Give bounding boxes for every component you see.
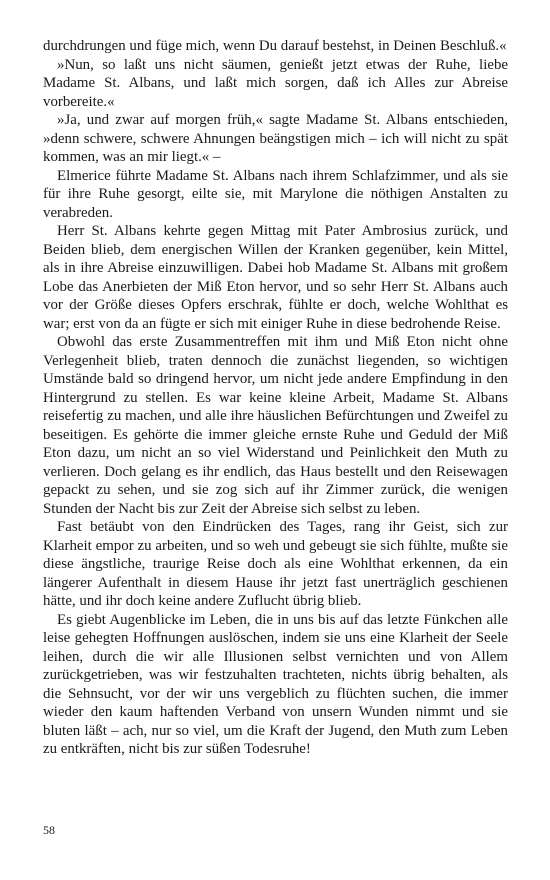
paragraph: Elmerice führte Madame St. Albans nach ihrem Schlafzimmer, und als sie für ihre Ruhe gesorgt, eilte sie, mit Marylone die nöthigen Anstalten zu verabreden. bbox=[43, 167, 508, 221]
page-body-text bbox=[43, 37, 508, 759]
paragraph: durchdrungen und füge mich, wenn Du darauf bestehst, in Deinen Beschluß.« bbox=[43, 38, 507, 54]
page-number: 58 bbox=[43, 823, 55, 837]
paragraph: Es giebt Augenblicke im Leben, die in uns bis auf das letzte Fünkchen alle leise gehegten Hoffnungen auslöschen, indem sie uns eine Klarheit der Seele leihen, durch die wir alle Illusionen selbst vernichten und von Allem zurückgetrieben, was wir festzuhalten trachteten, nichts übrig behalten, als die Sehnsucht, vor der wir uns vergeblich zu flüchten suchen, die immer wieder den kaum haftenden Verband von unsern Wunden nimmt und sie bluten läßt – ach, nur so viel, um die Kraft der Jugend, den Muth zum Leben zu entkräften, nicht bis zur süßen Todesruhe! bbox=[43, 611, 508, 757]
paragraph: Herr St. Albans kehrte gegen Mittag mit Pater Ambrosius zurück, und Beiden blieb, dem energischen Willen der Kranken gegenüber, kein Mittel, als in ihre Abreise einzuwilligen. Dabei hob Madame St. Albans mit großem Lobe das Anerbieten der Miß Eton hervor, und so sehr Herr St. Albans auch vor der Größe dieses Opfers erschrak, fühlte er doch, welche Wohlthat es war; erst von da an fügte er sich mit einiger Ruhe in diese bedrohende Reise. bbox=[43, 223, 508, 332]
paragraph: »Nun, so laßt uns nicht säumen, genießt jetzt etwas der Ruhe, liebe Madame St. Albans, und laßt mich sorgen, daß ich Alles zur Abreise vorbereite.« bbox=[43, 56, 508, 110]
paragraph: Obwohl das erste Zusammentreffen mit ihm und Miß Eton nicht ohne Verlegenheit blieb, traten dennoch die zunächst liegenden, so wichtigen Umstände bald so dringend hervor, um nicht jede andere Empfindung in den Hintergrund zu stellen. Es war keine kleine Arbeit, Madame St. Albans reisefertig zu machen, und alle ihre häuslichen Befürchtungen und Zweifel zu beseitigen. Es gehörte die immer gleiche ernste Ruhe und Geduld der Miß Eton dazu, um nicht an so viel Widerstand und Peinlichkeit den Muth zu verlieren. Doch gelang es ihr endlich, das Haus bestellt und den Reisewagen gepackt zu sehen, und sie zog sich auf ihr Zimmer zurück, die wenigen Stunden der Nacht bis zur Zeit der Abreise sich selbst zu leben. bbox=[43, 334, 508, 517]
paragraph: Fast betäubt von den Eindrücken des Tages, rang ihr Geist, sich zur Klarheit empor zu arbeiten, und so weh und gebeugt sie sich fühlte, mußte sie diese ängstliche, traurige Reise doch als eine Wohlthat erkennen, da ein längerer Aufenthalt in diesem Hause ihr jetzt fast unerträglich geschienen hätte, und ihr doch keine andere Zuflucht übrig blieb. bbox=[43, 519, 508, 609]
paragraph: »Ja, und zwar auf morgen früh,« sagte Madame St. Albans entschieden, »denn schwere, schwere Ahnungen beängstigen mich – ich will nicht zu spät kommen, was an mir liegt.« – bbox=[43, 112, 508, 165]
